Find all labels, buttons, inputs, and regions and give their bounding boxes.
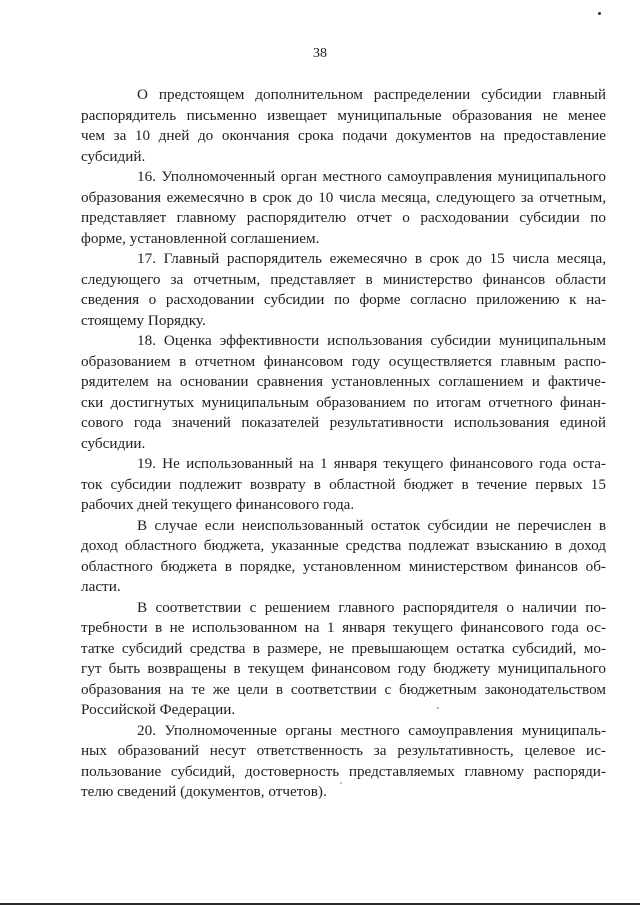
page-number: 38 (313, 46, 327, 61)
document-body (81, 85, 606, 803)
text-line: гут быть возвращены в текущем финансовом году бюджету муниципального (81, 660, 606, 677)
scan-speck (437, 707, 439, 709)
text-line: 17. Главный распорядитель ежемесячно в срок до 15 числа месяца, (137, 250, 606, 267)
text-line: субсидий. (81, 147, 146, 165)
text-line: телю сведений (документов, отчетов). (81, 783, 327, 800)
text-line: форме, установленной соглашением. (81, 229, 320, 247)
paragraph (81, 331, 606, 454)
text-line: рядителем на основании сравнения установленных соглашением и фактиче- (81, 373, 606, 390)
text-line: образования ежемесячно в срок до 10 числа месяца, следующего за отчетным, (81, 188, 606, 206)
scan-speck (598, 12, 601, 15)
text-line: чем за 10 дней до окончания срока подачи документов на предоставление (81, 127, 606, 144)
text-line: стоящему Порядку. (81, 311, 206, 329)
text-line: ток субсидии подлежит возврату в областной бюджет в течение первых 15 (81, 475, 606, 493)
text-line: распорядитель письменно извещает муниципальные образования не менее (81, 106, 606, 124)
text-line: ски достигнутых муниципальным образованием по итогам отчетного финан- (81, 393, 606, 411)
text-line: областного бюджета в порядке, установленном министерством финансов об- (81, 557, 606, 575)
text-line: В соответствии с решением главного распорядителя о наличии по- (137, 598, 606, 616)
text-line: ласти. (81, 578, 121, 595)
text-line: пользование субсидий, достоверность представляемых главному распоряди- (81, 762, 606, 780)
text-line: татке субсидий средства в размере, не превышающем остатка субсидий, мо- (81, 639, 606, 657)
paragraph (81, 598, 606, 721)
text-line: требности в не использованном на 1 января текущего финансового года ос- (81, 619, 606, 636)
paragraph (81, 721, 606, 803)
paragraph (81, 454, 606, 516)
scan-speck (340, 782, 342, 784)
text-line: ных образований несут ответственность за результативность, целевое ис- (81, 742, 606, 759)
text-line: 20. Уполномоченные органы местного самоуправления муниципаль- (137, 721, 606, 739)
text-line: следующего за отчетным, представляет в министерство финансов области (81, 270, 606, 288)
text-line: 18. Оценка эффективности использования субсидии муниципальным (137, 332, 606, 349)
text-line: представляет главному распорядителю отчет о расходовании субсидии по (81, 209, 606, 226)
text-line: рабочих дней текущего финансового года. (81, 496, 355, 513)
paragraph (81, 167, 606, 249)
text-line: сведения о расходовании субсидии по форме согласно приложению к на- (81, 291, 606, 308)
text-line: сового года значений показателей результативности использования единой (81, 414, 606, 431)
paragraph (81, 249, 606, 331)
text-line: 16. Уполномоченный орган местного самоуправления муниципального (137, 168, 606, 185)
text-line: субсидии. (81, 434, 146, 452)
text-line: В случае если неиспользованный остаток субсидии не перечислен в (137, 516, 606, 534)
paragraph (81, 516, 606, 598)
text-line: образованием в отчетном финансовом году осуществляется главным распо- (81, 352, 606, 370)
text-line: Российской Федерации. (81, 701, 236, 718)
text-line: 19. Не использованный на 1 января текущего финансового года остa- (137, 455, 606, 472)
text-line: О предстоящем дополнительном распределении субсидии главный (137, 86, 606, 103)
text-line: образования на те же цели в соответствии с бюджетным законодательством (81, 680, 606, 698)
paragraph (81, 85, 606, 167)
text-line: доход областного бюджета, указанные средства подлежат взысканию в доход (81, 537, 606, 554)
